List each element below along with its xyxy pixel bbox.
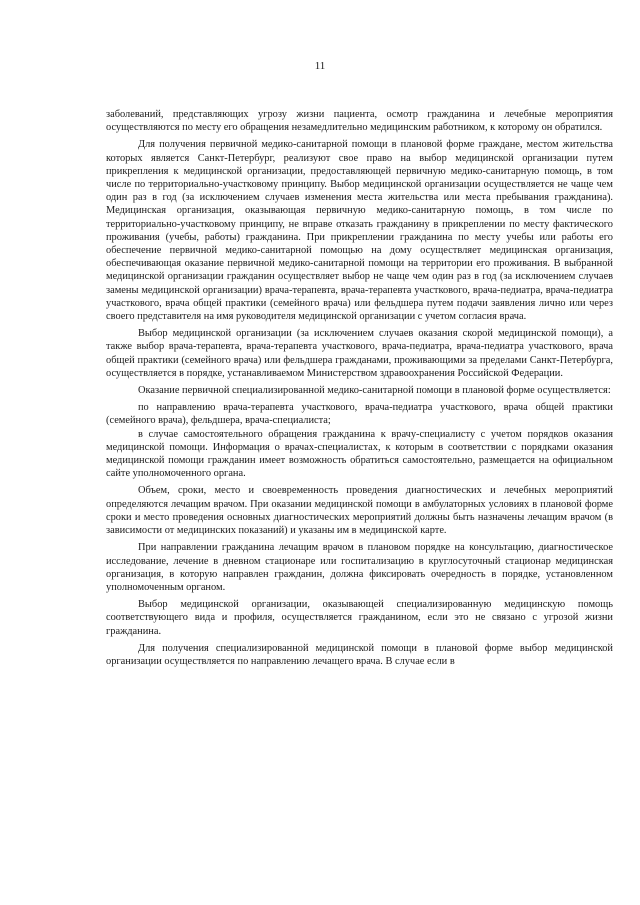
paragraph: Оказание первичной специализированной медико-санитарной помощи в плановой форме осуществляется:	[138, 385, 611, 397]
paragraph: Для получения специализированной медицинской помощи в плановой форме выбор медицинской организации осуществляется по направлению лечащего врача. В случае если в	[106, 642, 613, 667]
paragraph: При направлении гражданина лечащим врачом в плановом порядке на консультацию, диагностическое исследование, лечение в дневном стационаре или госпитализацию в круглосуточный стационар медицинская организация, в которую направлен гражданин, должна фиксировать очередность в порядке, установленном уполномоченным органом.	[106, 542, 613, 593]
paragraph: по направлению врача-терапевта участкового, врача-педиатра участкового, врача общей практики (семейного врача), фельдшера, врача-специалиста;	[106, 402, 613, 427]
page-number: 11	[314, 60, 326, 72]
paragraph: Для получения первичной медико-санитарной помощи в плановой форме граждане, местом жительства которых является Санкт-Петербург, реализуют свое право на выбор медицинской организации путем прикрепления к медицинской организации, предоставляющей первичную медико-санитарную помощь, в том числе по территориально-участковому принципу. Выбор медицинской организации осуществляется не чаще чем один раз в год (за исключением случаев изменения места жительства или места пребывания гражданина). Медицинская организация, оказывающая первичную медико-санитарную помощь, в том числе по территориально-участковому принципу, не вправе отказать гражданину в прикреплении по месту фактического проживания (учебы, работы) гражданина. При прикреплении гражданина по месту учебы или работы его обеспечение первичной медико-санитарной помощью на дому осуществляет медицинская организация, обеспечивающая оказание первичной медико-санитарной помощи на территории его проживания. В выбранной медицинской организации гражданин осуществляет выбор не чаще чем один раз в год (за исключением случаев замены медицинской организации) врача-терапевта, врача-терапевта участкового, врача-педиатра, врача-педиатра участкового, врача общей практики (семейного врача) или фельдшера путем подачи заявления лично или через своего представителя на имя руководителя медицинской организации с учетом согласия врача.	[106, 139, 613, 323]
paragraph: Выбор медицинской организации (за исключением случаев оказания скорой медицинской помощи), а также выбор врача-терапевта, врача-терапевта участкового, врача-педиатра, врача-педиатра участкового, врача общей практики (семейного врача) или фельдшера гражданами, проживающими за пределами Санкт-Петербурга, осуществляется в порядке, устанавливаемом Министерством здравоохранения Российской Федерации.	[106, 328, 613, 379]
paragraph: Выбор медицинской организации, оказывающей специализированную медицинскую помощь соответствующего вида и профиля, осуществляется гражданином, если это не связано с угрозой жизни гражданина.	[106, 599, 613, 637]
paragraph: Объем, сроки, место и своевременность проведения диагностических и лечебных мероприятий определяются лечащим врачом. При оказании медицинской помощи в амбулаторных условиях в плановой форме сроки и место проведения основных диагностических мероприятий должны быть назначены лечащим врачом (в зависимости от медицинских показаний) и указаны им в медицинской карте.	[106, 485, 613, 537]
paragraph: в случае самостоятельного обращения гражданина к врачу-специалисту с учетом порядков оказания медицинской помощи. Информация о врачах-специалистах, к которым в соответствии с порядками оказания медицинской помощи гражданин имеет возможность обратиться самостоятельно, размещается на официальном сайте уполномоченного органа.	[106, 428, 613, 480]
paragraph: заболеваний, представляющих угрозу жизни пациента, осмотр гражданина и лечебные мероприятия осуществляются по месту его обращения незамедлительно медицинским работником, к которому он обратился.	[106, 109, 613, 134]
body-text	[106, 108, 613, 668]
